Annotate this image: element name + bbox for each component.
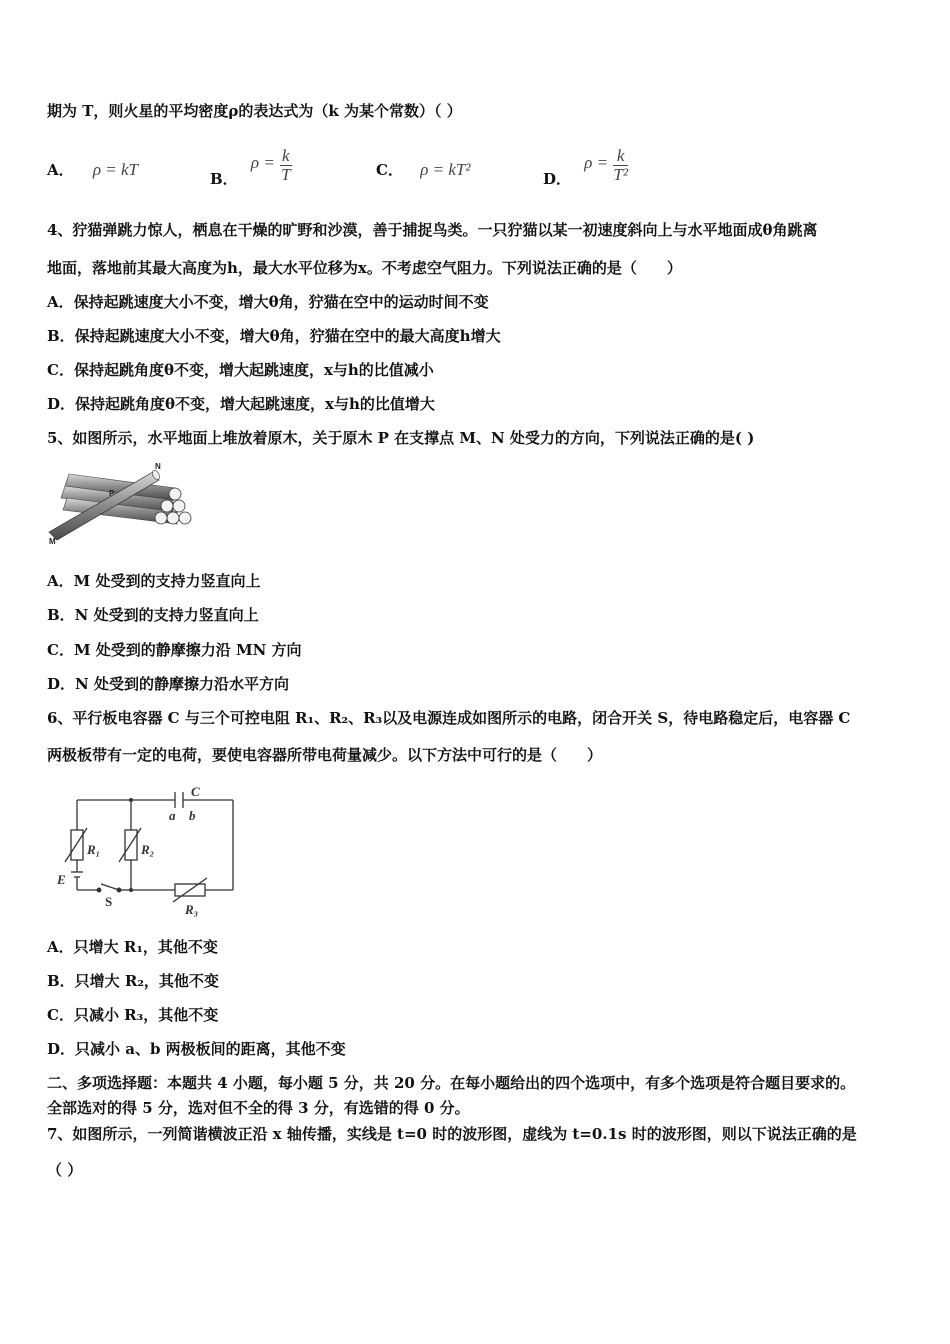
label-p: P	[109, 489, 115, 498]
q4-option-c[interactable]: C．保持起跳角度θ不变，增大起跳速度，x与h的比值减小	[47, 361, 434, 379]
q5-option-a[interactable]: A．M 处受到的支持力竖直向上	[47, 572, 261, 590]
q4-option-b[interactable]: B．保持起跳速度大小不变，增大θ角，狞猫在空中的最大高度h增大	[47, 327, 501, 345]
q6-option-a[interactable]: A．只增大 R₁，其他不变	[47, 938, 218, 956]
q6-option-b[interactable]: B．只增大 R₂，其他不变	[47, 972, 219, 990]
q6-stem-line1: 6、平行板电容器 C 与三个可控电阻 R₁、R₂、R₃以及电源连成如图所示的电路，闭合开关 S，待电路稳定后，电容器 C	[47, 709, 851, 727]
label-battery-e: E	[57, 872, 66, 887]
option-expression: ρ = kT	[92, 160, 139, 179]
q3-option-d[interactable]	[543, 146, 628, 188]
q3-option-b[interactable]	[210, 146, 292, 188]
q7-stem-line1: 7、如图所示，一列简谐横波正沿 x 轴传播，实线是 t=0 时的波形图，虚线为 t=0.1s 时的波形图，则以下说法正确的是	[47, 1125, 857, 1143]
logs-figure	[47, 460, 197, 545]
circuit-diagram	[55, 780, 245, 920]
fraction-denominator: T²	[613, 165, 628, 184]
label-switch-s: S	[105, 894, 113, 909]
label-m: M	[49, 537, 56, 545]
q5-option-c[interactable]: C．M 处受到的静摩擦力沿 MN 方向	[47, 641, 302, 659]
fraction	[280, 147, 292, 184]
q5-option-d[interactable]: D．N 处受到的静摩擦力沿水平方向	[47, 675, 289, 693]
q7-stem-line2: （ ）	[47, 1161, 83, 1179]
option-label: D．	[543, 169, 572, 188]
q4-stem-line2: 地面，落地前其最大高度为h，最大水平位移为x。不考虑空气阻力。下列说法正确的是（ ）	[47, 259, 682, 277]
q4-stem-line1: 4、狞猫弹跳力惊人，栖息在干燥的旷野和沙漠，善于捕捉鸟类。一只狞猫以某一初速度斜向上与水平地面成θ角跳离	[47, 221, 818, 239]
q5-option-b[interactable]: B．N 处受到的支持力竖直向上	[47, 606, 259, 624]
fraction	[613, 147, 628, 184]
option-label: C．	[376, 161, 403, 179]
option-label: A．	[47, 161, 74, 179]
fraction-numerator: k	[613, 147, 628, 166]
q4-option-d[interactable]: D．保持起跳角度θ不变，增大起跳速度，x与h的比值增大	[47, 395, 435, 413]
fraction-numerator: k	[282, 146, 290, 165]
logs-illustration	[47, 460, 197, 545]
q3-stem-tail: 期为 T，则火星的平均密度ρ的表达式为（k 为某个常数）（ ）	[47, 102, 462, 120]
circuit-figure	[55, 780, 245, 920]
q6-option-d[interactable]: D．只减小 a、b 两极板间的距离，其他不变	[47, 1040, 346, 1058]
section2-instructions-line1: 二、多项选择题：本题共 4 小题，每小题 5 分，共 20 分。在每小题给出的四个选项中，有多个选项是符合题目要求的。	[47, 1074, 856, 1092]
label-n: N	[155, 462, 161, 471]
q6-option-c[interactable]: C．只减小 R₃，其他不变	[47, 1006, 219, 1024]
q5-stem: 5、如图所示，水平地面上堆放着原木，关于原木 P 在支撑点 M、N 处受力的方向，下列说法正确的是( )	[47, 429, 755, 447]
section2-instructions-line2: 全部选对的得 5 分，选对但不全的得 3 分，有选错的得 0 分。	[47, 1099, 470, 1117]
option-lhs: ρ =	[584, 152, 609, 172]
option-label: B．	[210, 169, 238, 188]
label-plate-b: b	[189, 808, 196, 823]
option-lhs: ρ =	[250, 152, 275, 172]
q3-option-c[interactable]	[376, 160, 470, 180]
q6-stem-line2: 两极板带有一定的电荷，要使电容器所带电荷量减少。以下方法中可行的是（ ）	[47, 746, 603, 764]
option-expression: ρ = kT²	[420, 160, 471, 179]
q4-option-a[interactable]: A．保持起跳速度大小不变，增大θ角，狞猫在空中的运动时间不变	[47, 293, 489, 311]
label-r2: R₂	[141, 842, 155, 857]
label-r3: R₃	[185, 902, 199, 917]
fraction-denominator: T	[281, 165, 291, 184]
label-plate-a: a	[169, 808, 176, 823]
q3-option-a[interactable]	[47, 160, 138, 180]
label-capacitor-c: C	[191, 784, 200, 799]
label-r1: R₁	[87, 842, 101, 857]
